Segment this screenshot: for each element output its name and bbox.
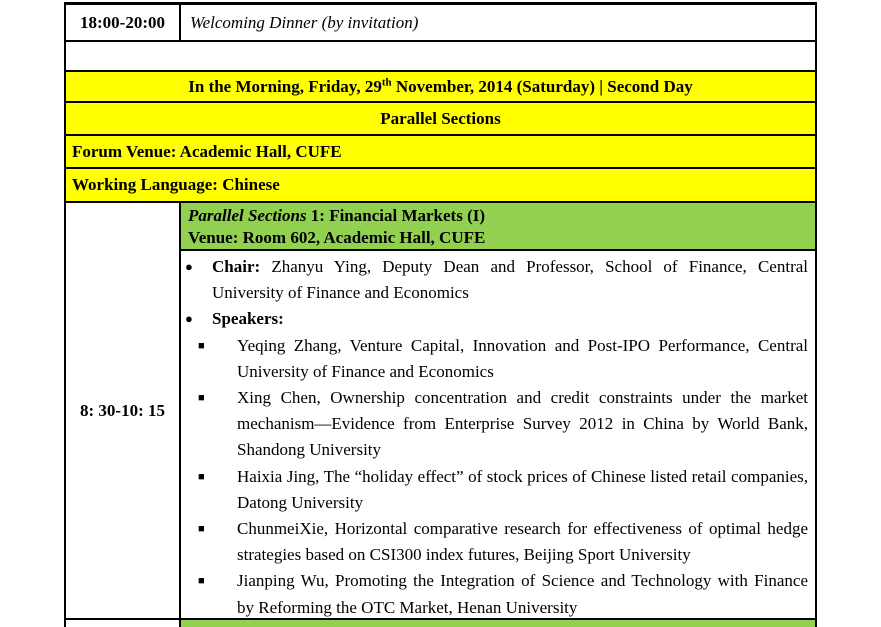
square-bullet-icon: ■ [198,470,205,483]
speaker-item [181,464,808,516]
speaker-text: Yeqing Zhang, Venture Capital, Innovation and Post-IPO Performance, Central University of Finance and Economics [237,335,808,381]
square-bullet-icon: ■ [198,523,205,536]
session-time-cell: 8: 30-10: 15 [66,203,181,618]
schedule-table [64,2,817,627]
square-bullet-icon: ■ [198,339,205,352]
session-title-rest: 1: Financial Markets (I) [306,206,486,225]
parallel-sections-title: Parallel Sections [380,108,501,128]
session-venue: Venue: Room 602, Academic Hall, CUFE [188,228,486,247]
day-header-text [188,77,693,97]
square-bullet-icon: ■ [198,392,205,405]
session-content [181,251,815,621]
forum-venue-text: Forum Venue: Academic Hall, CUFE [72,141,342,161]
speaker-item [181,516,808,568]
speaker-text: ChunmeiXie, Horizontal comparative research for effectiveness of optimal hedge strategies based on CSI300 index futures, Beijing Sport University [237,519,808,565]
spacer-row [66,42,815,72]
speaker-text: Xing Chen, Ownership concentration and credit constraints under the market mechanism—Evidence from Enterprise Survey 2012 in China by World Bank, Shandong University [237,388,808,460]
circle-bullet-icon: ● [185,311,193,327]
speaker-item [181,385,808,464]
speakers-label: Speakers: [212,309,284,329]
dinner-time-cell: 18:00-20:00 [66,5,181,40]
parallel-sections-row [66,103,815,136]
session-row [66,203,815,620]
speakers-item [181,306,808,332]
next-session-time-cell [66,620,181,627]
day-header-row [66,72,815,103]
working-language-text: Working Language: Chinese [72,175,280,194]
next-session-row [66,620,815,627]
chair-text-block [212,254,808,306]
session-title-italic: Parallel Sections [188,206,307,225]
working-language-row [66,169,815,203]
dinner-event-cell: Welcoming Dinner (by invitation) [190,12,419,32]
session-title [188,205,815,227]
next-session-header-strip [181,620,815,627]
dinner-row [66,5,815,42]
session-header [181,203,815,251]
speaker-text: Jianping Wu, Promoting the Integration of Science and Technology with Finance by Reforming the OTC Market, Henan University [237,571,808,617]
speaker-item [181,333,808,385]
speaker-item [181,568,808,620]
speaker-text: Haixia Jing, The “holiday effect” of stock prices of Chinese listed retail companies, Datong University [237,466,808,512]
circle-bullet-icon: ● [185,259,193,274]
chair-label: Chair: [212,257,261,276]
forum-venue-row [66,136,815,169]
day-header-prefix: In the Morning, Friday, 29 [188,76,382,96]
day-header-superscript: th [381,75,392,88]
day-header-suffix: November, 2014 (Saturday) | Second Day [391,76,693,96]
session-panel [181,203,815,618]
square-bullet-icon: ■ [198,575,205,588]
chair-item [181,254,808,306]
chair-text: Zhanyu Ying, Deputy Dean and Professor, School of Finance, Central University of Finance and Economics [212,257,808,303]
